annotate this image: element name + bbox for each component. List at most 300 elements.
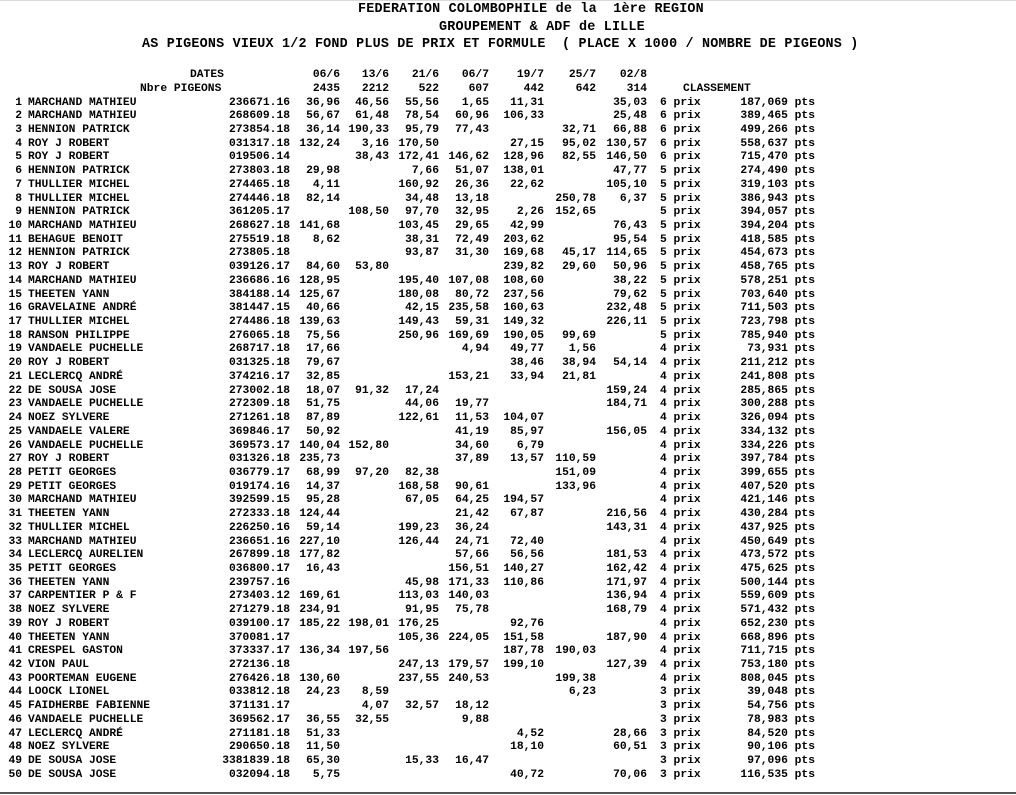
- score-cell: 34,48: [405, 192, 439, 205]
- fancier-name: PETIT GEORGES: [28, 562, 117, 575]
- fancier-name: ROY J ROBERT: [28, 357, 110, 370]
- score-cell: 122,61: [398, 412, 439, 425]
- score-cell: 32,55: [355, 713, 389, 726]
- score-cell: 16,43: [306, 562, 340, 575]
- score-cell: 32,85: [306, 370, 340, 383]
- score-cell: 4,52: [516, 727, 544, 740]
- count-col-2: 2212: [361, 82, 389, 95]
- rank-cell: 47: [8, 727, 22, 740]
- score-cell: 64,25: [455, 494, 489, 507]
- rank-cell: 43: [8, 672, 22, 685]
- table-row: [0, 97, 1016, 111]
- points-total: 386,943 pts: [740, 192, 815, 205]
- prix-count: 5 prix: [660, 206, 701, 219]
- score-cell: 67,05: [405, 494, 439, 507]
- score-cell: 250,96: [398, 329, 439, 342]
- fancier-name: MARCHAND MATHIEU: [28, 110, 137, 123]
- rank-cell: 36: [8, 576, 22, 589]
- score-cell: 29,98: [306, 165, 340, 178]
- score-cell: 97,20: [355, 466, 389, 479]
- fancier-name: BEHAGUE BENOIT: [28, 233, 123, 246]
- score-cell: 126,44: [398, 535, 439, 548]
- date-col-2: 13/6: [361, 69, 389, 81]
- score-cell: 168,79: [606, 604, 647, 617]
- score-cell: 227,10: [299, 535, 340, 548]
- table-row: [0, 755, 1016, 769]
- score-cell: 140,03: [448, 590, 489, 603]
- prix-count: 5 prix: [660, 247, 701, 260]
- prix-count: 4 prix: [660, 439, 701, 452]
- score-cell: 247,13: [398, 659, 439, 672]
- score-cell: 90,61: [455, 480, 489, 493]
- table-row: [0, 138, 1016, 152]
- rank-cell: 25: [8, 425, 22, 438]
- score-cell: 190,05: [503, 329, 544, 342]
- prix-count: 4 prix: [660, 576, 701, 589]
- points-total: 241,808 pts: [740, 370, 815, 383]
- score-cell: 104,07: [503, 412, 544, 425]
- score-cell: 44,06: [405, 398, 439, 411]
- rank-cell: 20: [8, 357, 22, 370]
- score-cell: 82,38: [405, 466, 439, 479]
- score-cell: 36,24: [455, 521, 489, 534]
- date-col-5: 19/7: [516, 69, 544, 81]
- score-cell: 27,15: [510, 137, 544, 150]
- score-cell: 105,10: [606, 178, 647, 191]
- score-cell: 237,56: [503, 288, 544, 301]
- prix-count: 5 prix: [660, 274, 701, 287]
- score-cell: 53,80: [355, 261, 389, 274]
- ring-number: 239757.16: [228, 576, 290, 589]
- table-row: [0, 673, 1016, 687]
- rank-cell: 30: [8, 494, 22, 507]
- score-cell: 87,89: [306, 412, 340, 425]
- prix-count: 5 prix: [660, 302, 701, 315]
- score-cell: 110,86: [503, 576, 544, 589]
- rank-cell: 27: [8, 453, 22, 466]
- ring-number: 273854.18: [228, 123, 290, 136]
- score-cell: 159,24: [606, 384, 647, 397]
- score-cell: 139,63: [299, 316, 340, 329]
- score-cell: 33,94: [510, 370, 544, 383]
- fancier-name: FAIDHERBE FABIENNE: [28, 700, 151, 713]
- score-cell: 7,66: [411, 165, 439, 178]
- points-total: 450,649 pts: [740, 535, 815, 548]
- rank-cell: 4: [15, 137, 22, 150]
- ring-number: 036779.17: [228, 466, 290, 479]
- table-row: [0, 275, 1016, 289]
- fancier-name: VANDAELE PUCHELLE: [28, 398, 144, 411]
- prix-count: 3 prix: [660, 686, 701, 699]
- points-total: 394,057 pts: [740, 206, 815, 219]
- rank-cell: 22: [8, 384, 22, 397]
- ring-number: 236671.16: [228, 96, 290, 109]
- score-cell: 232,48: [606, 302, 647, 315]
- score-cell: 51,33: [306, 727, 340, 740]
- table-row: [0, 686, 1016, 700]
- title-groupement: GROUPEMENT & ADF de LILLE: [439, 20, 645, 35]
- table-row: [0, 206, 1016, 220]
- score-cell: 8,59: [361, 686, 389, 699]
- score-cell: 11,31: [510, 96, 544, 109]
- fancier-name: CARPENTIER P & F: [28, 590, 137, 603]
- points-total: 84,520 pts: [747, 727, 815, 740]
- ring-number: 236686.16: [228, 274, 290, 287]
- score-cell: 179,57: [448, 659, 489, 672]
- score-cell: 235,58: [448, 302, 489, 315]
- table-row: [0, 398, 1016, 412]
- prix-count: 5 prix: [660, 261, 701, 274]
- rank-cell: 34: [8, 549, 22, 562]
- points-total: 703,640 pts: [740, 288, 815, 301]
- rank-cell: 10: [8, 219, 22, 232]
- score-cell: 41,19: [455, 425, 489, 438]
- table-row: [0, 536, 1016, 550]
- score-cell: 50,96: [613, 261, 647, 274]
- rank-cell: 17: [8, 316, 22, 329]
- score-cell: 13,57: [510, 453, 544, 466]
- fancier-name: RANSON PHILIPPE: [28, 329, 130, 342]
- fancier-name: DE SOUSA JOSE: [28, 768, 117, 781]
- rank-cell: 50: [8, 768, 22, 781]
- points-total: 389,465 pts: [740, 110, 815, 123]
- score-cell: 18,12: [455, 700, 489, 713]
- points-total: 54,756 pts: [747, 700, 815, 713]
- points-total: 300,288 pts: [740, 398, 815, 411]
- fancier-name: ROY J ROBERT: [28, 137, 110, 150]
- ring-number: 039100.17: [228, 617, 290, 630]
- score-cell: 28,66: [613, 727, 647, 740]
- score-cell: 169,69: [448, 329, 489, 342]
- ring-number: 290650.18: [228, 741, 290, 754]
- prix-count: 5 prix: [660, 178, 701, 191]
- fancier-name: POORTEMAN EUGENE: [28, 672, 137, 685]
- rank-cell: 15: [8, 288, 22, 301]
- score-cell: 6,37: [619, 192, 647, 205]
- score-cell: 95,02: [562, 137, 596, 150]
- fancier-name: MARCHAND MATHIEU: [28, 535, 137, 548]
- prix-count: 5 prix: [660, 233, 701, 246]
- fancier-name: THULLIER MICHEL: [28, 521, 130, 534]
- score-cell: 185,22: [299, 617, 340, 630]
- fancier-name: HENNION PATRICK: [28, 123, 130, 136]
- score-cell: 21,81: [562, 370, 596, 383]
- ring-number: 271279.18: [228, 604, 290, 617]
- score-cell: 234,91: [299, 604, 340, 617]
- score-cell: 32,57: [405, 700, 439, 713]
- score-cell: 187,78: [503, 645, 544, 658]
- prix-count: 4 prix: [660, 466, 701, 479]
- table-row: [0, 261, 1016, 275]
- score-cell: 11,53: [455, 412, 489, 425]
- score-cell: 3,16: [361, 137, 389, 150]
- points-total: 458,765 pts: [740, 261, 815, 274]
- ring-number: 271261.18: [228, 412, 290, 425]
- ring-number: 272136.18: [228, 659, 290, 672]
- title-federation: FEDERATION COLOMBOPHILE de la 1ère REGION: [358, 2, 704, 17]
- score-cell: 45,98: [405, 576, 439, 589]
- ring-number: 272309.18: [228, 398, 290, 411]
- score-cell: 138,01: [503, 165, 544, 178]
- score-cell: 15,33: [405, 755, 439, 768]
- ring-number: 370081.17: [228, 631, 290, 644]
- score-cell: 151,58: [503, 631, 544, 644]
- rank-cell: 11: [8, 233, 22, 246]
- score-cell: 19,77: [455, 398, 489, 411]
- table-row: [0, 179, 1016, 193]
- score-cell: 199,23: [398, 521, 439, 534]
- points-total: 285,865 pts: [740, 384, 815, 397]
- score-cell: 25,48: [613, 110, 647, 123]
- fancier-name: HENNION PATRICK: [28, 206, 130, 219]
- score-cell: 49,77: [510, 343, 544, 356]
- score-cell: 130,57: [606, 137, 647, 150]
- date-col-1: 06/6: [312, 69, 340, 81]
- prix-count: 4 prix: [660, 494, 701, 507]
- score-cell: 38,94: [562, 357, 596, 370]
- table-row: [0, 247, 1016, 261]
- fancier-name: GRAVELAINE ANDRÉ: [28, 302, 137, 315]
- points-total: 421,146 pts: [740, 494, 815, 507]
- counts-header-row: [0, 83, 1016, 97]
- ring-number: 268717.18: [228, 343, 290, 356]
- score-cell: 46,56: [355, 96, 389, 109]
- points-total: 116,535 pts: [740, 768, 815, 781]
- score-cell: 194,57: [503, 494, 544, 507]
- prix-count: 5 prix: [660, 192, 701, 205]
- table-row: [0, 289, 1016, 303]
- rank-cell: 5: [15, 151, 22, 164]
- score-cell: 140,04: [299, 439, 340, 452]
- score-cell: 24,71: [455, 535, 489, 548]
- rank-cell: 45: [8, 700, 22, 713]
- prix-count: 4 prix: [660, 357, 701, 370]
- score-cell: 152,65: [555, 206, 596, 219]
- points-total: 454,673 pts: [740, 247, 815, 260]
- prix-count: 6 prix: [660, 151, 701, 164]
- table-row: [0, 453, 1016, 467]
- rank-cell: 49: [8, 755, 22, 768]
- score-cell: 160,63: [503, 302, 544, 315]
- score-cell: 24,23: [306, 686, 340, 699]
- points-total: 437,925 pts: [740, 521, 815, 534]
- rank-cell: 42: [8, 659, 22, 672]
- table-row: [0, 385, 1016, 399]
- prix-count: 5 prix: [660, 316, 701, 329]
- ring-number: 036800.17: [228, 562, 290, 575]
- score-cell: 127,39: [606, 659, 647, 672]
- score-cell: 203,62: [503, 233, 544, 246]
- fancier-name: LECLERCQ ANDRÉ: [28, 370, 123, 383]
- dates-label: DATES: [190, 69, 224, 81]
- fancier-name: THEETEN YANN: [28, 576, 110, 589]
- score-cell: 38,31: [405, 233, 439, 246]
- fancier-name: NOEZ SYLVERE: [28, 412, 110, 425]
- table-row: [0, 357, 1016, 371]
- table-row: [0, 618, 1016, 632]
- date-col-4: 06/7: [461, 69, 489, 81]
- score-cell: 72,49: [455, 233, 489, 246]
- score-cell: 172,41: [398, 151, 439, 164]
- ring-number: 267899.18: [228, 549, 290, 562]
- prix-count: 4 prix: [660, 521, 701, 534]
- prix-count: 5 prix: [660, 288, 701, 301]
- ring-number: 033812.18: [228, 686, 290, 699]
- score-cell: 8,62: [312, 233, 340, 246]
- score-cell: 2,26: [516, 206, 544, 219]
- score-cell: 181,53: [606, 549, 647, 562]
- points-total: 571,432 pts: [740, 604, 815, 617]
- prix-count: 4 prix: [660, 398, 701, 411]
- ring-number: 019174.16: [228, 480, 290, 493]
- nbre-pigeons-label: Nbre PIGEONS: [140, 82, 222, 95]
- fancier-name: LOOCK LIONEL: [28, 686, 110, 699]
- rank-cell: 24: [8, 412, 22, 425]
- points-total: 334,132 pts: [740, 425, 815, 438]
- score-cell: 79,67: [306, 357, 340, 370]
- rank-cell: 46: [8, 713, 22, 726]
- score-cell: 91,32: [355, 384, 389, 397]
- rank-cell: 29: [8, 480, 22, 493]
- fancier-name: LECLERCQ ANDRÉ: [28, 727, 123, 740]
- points-total: 39,048 pts: [747, 686, 815, 699]
- score-cell: 51,75: [306, 398, 340, 411]
- score-cell: 170,50: [398, 137, 439, 150]
- ring-number: 274446.18: [228, 192, 290, 205]
- table-row: [0, 645, 1016, 659]
- rank-cell: 35: [8, 562, 22, 575]
- table-row: [0, 604, 1016, 618]
- rank-cell: 41: [8, 645, 22, 658]
- ring-number: 276426.18: [228, 672, 290, 685]
- score-cell: 11,50: [306, 741, 340, 754]
- score-cell: 55,56: [405, 96, 439, 109]
- score-cell: 1,56: [568, 343, 596, 356]
- score-cell: 91,95: [405, 604, 439, 617]
- score-cell: 79,62: [613, 288, 647, 301]
- score-cell: 156,51: [448, 562, 489, 575]
- score-cell: 36,96: [306, 96, 340, 109]
- table-row: [0, 741, 1016, 755]
- ring-number: 268627.18: [228, 219, 290, 232]
- fancier-name: HENNION PATRICK: [28, 165, 130, 178]
- points-total: 723,798 pts: [740, 316, 815, 329]
- score-cell: 70,06: [613, 768, 647, 781]
- score-cell: 105,36: [398, 631, 439, 644]
- score-cell: 29,65: [455, 219, 489, 232]
- score-cell: 66,88: [613, 123, 647, 136]
- score-cell: 4,94: [461, 343, 489, 356]
- rank-cell: 2: [15, 110, 22, 123]
- score-cell: 136,94: [606, 590, 647, 603]
- table-row: [0, 700, 1016, 714]
- table-row: [0, 110, 1016, 124]
- score-cell: 75,78: [455, 604, 489, 617]
- table-row: [0, 577, 1016, 591]
- rank-cell: 14: [8, 274, 22, 287]
- table-row: [0, 481, 1016, 495]
- score-cell: 9,88: [461, 713, 489, 726]
- prix-count: 6 prix: [660, 123, 701, 136]
- rank-cell: 48: [8, 741, 22, 754]
- score-cell: 198,01: [348, 617, 389, 630]
- table-row: [0, 467, 1016, 481]
- score-cell: 156,05: [606, 425, 647, 438]
- score-cell: 199,10: [503, 659, 544, 672]
- ring-number: 236651.16: [228, 535, 290, 548]
- ring-number: 273805.18: [228, 247, 290, 260]
- count-col-3: 522: [418, 82, 439, 95]
- score-cell: 37,89: [455, 453, 489, 466]
- score-cell: 177,82: [299, 549, 340, 562]
- ring-number: 369846.17: [228, 425, 290, 438]
- fancier-name: ROY J ROBERT: [28, 453, 110, 466]
- points-total: 578,251 pts: [740, 274, 815, 287]
- prix-count: 3 prix: [660, 768, 701, 781]
- table-row: [0, 494, 1016, 508]
- points-total: 97,096 pts: [747, 755, 815, 768]
- score-cell: 149,43: [398, 316, 439, 329]
- score-cell: 60,51: [613, 741, 647, 754]
- score-cell: 240,53: [448, 672, 489, 685]
- rank-cell: 38: [8, 604, 22, 617]
- ring-number: 373337.17: [228, 645, 290, 658]
- table-row: [0, 590, 1016, 604]
- score-cell: 95,79: [405, 123, 439, 136]
- points-total: 418,585 pts: [740, 233, 815, 246]
- score-cell: 114,65: [606, 247, 647, 260]
- table-row: [0, 330, 1016, 344]
- fancier-name: VANDAELE PUCHELLE: [28, 343, 144, 356]
- score-cell: 32,95: [455, 206, 489, 219]
- ring-number: 273002.18: [228, 384, 290, 397]
- points-total: 90,106 pts: [747, 741, 815, 754]
- score-cell: 59,14: [306, 521, 340, 534]
- fancier-name: ROY J ROBERT: [28, 617, 110, 630]
- fancier-name: THEETEN YANN: [28, 288, 110, 301]
- fancier-name: THULLIER MICHEL: [28, 316, 130, 329]
- count-col-4: 607: [468, 82, 489, 95]
- points-total: 399,655 pts: [740, 466, 815, 479]
- score-cell: 216,56: [606, 508, 647, 521]
- table-row: [0, 659, 1016, 673]
- fancier-name: CRESPEL GASTON: [28, 645, 123, 658]
- table-row: [0, 151, 1016, 165]
- points-total: 407,520 pts: [740, 480, 815, 493]
- points-total: 668,896 pts: [740, 631, 815, 644]
- rank-cell: 28: [8, 466, 22, 479]
- score-cell: 40,72: [510, 768, 544, 781]
- points-total: 211,212 pts: [740, 357, 815, 370]
- prix-count: 4 prix: [660, 549, 701, 562]
- score-cell: 38,46: [510, 357, 544, 370]
- score-cell: 108,50: [348, 206, 389, 219]
- table-row: [0, 343, 1016, 357]
- prix-count: 4 prix: [660, 370, 701, 383]
- fancier-name: THULLIER MICHEL: [28, 192, 130, 205]
- fancier-name: THEETEN YANN: [28, 631, 110, 644]
- score-cell: 54,14: [613, 357, 647, 370]
- rank-cell: 26: [8, 439, 22, 452]
- rank-cell: 6: [15, 165, 22, 178]
- prix-count: 3 prix: [660, 755, 701, 768]
- ring-number: 039126.17: [228, 261, 290, 274]
- score-cell: 97,70: [405, 206, 439, 219]
- score-cell: 239,82: [503, 261, 544, 274]
- score-cell: 78,54: [405, 110, 439, 123]
- score-cell: 108,60: [503, 274, 544, 287]
- score-cell: 60,96: [455, 110, 489, 123]
